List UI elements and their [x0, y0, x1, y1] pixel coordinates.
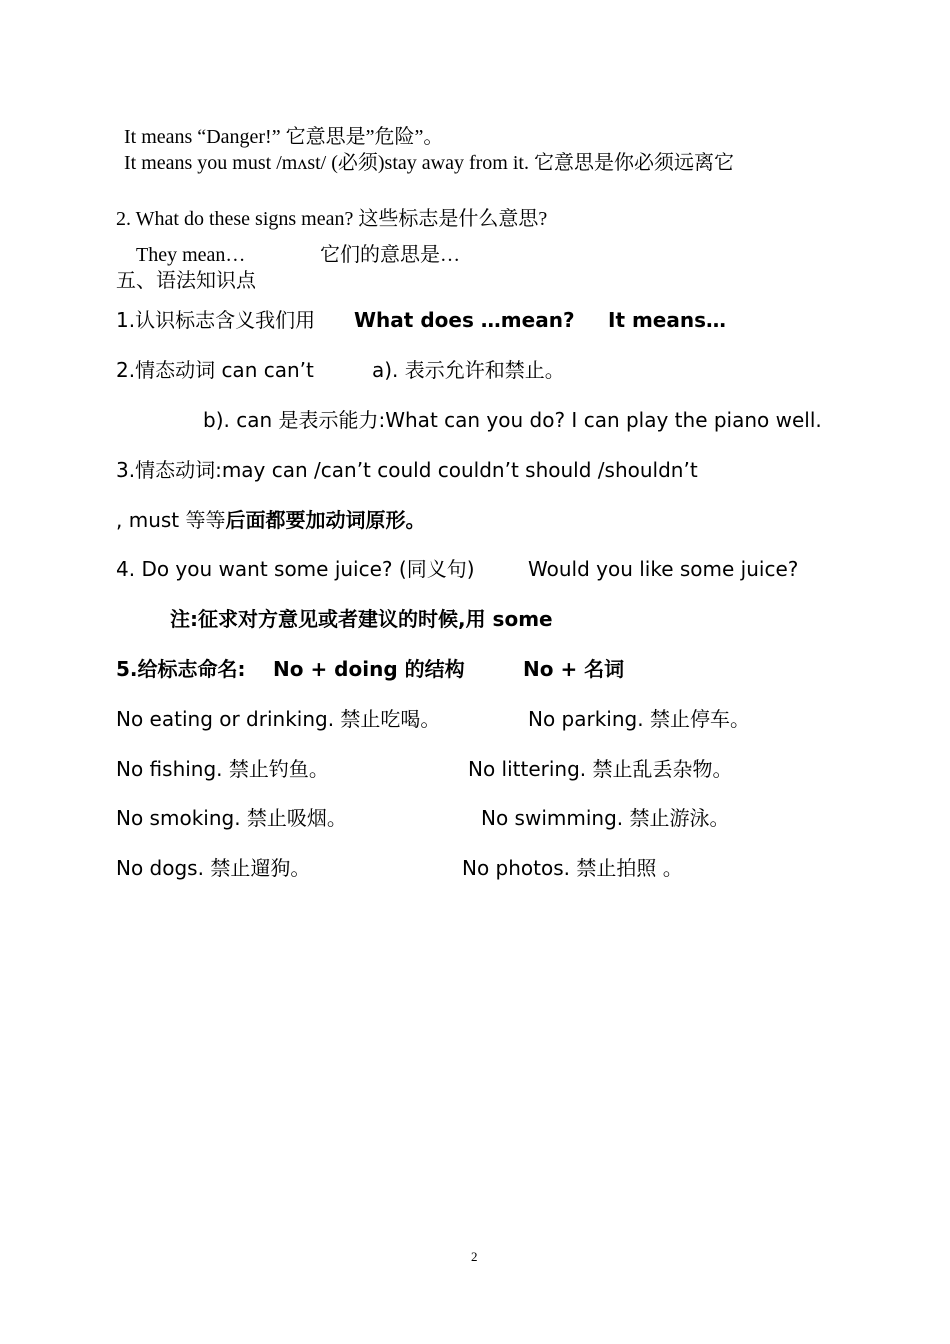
top-line-1: It means “Danger!” 它意思是”危险”。 [124, 126, 444, 148]
sign-left-4: No dogs. 禁止遛狗。 [116, 856, 311, 880]
question-2: 2. What do these signs mean? 这些标志是什么意思? [116, 208, 548, 230]
point-3-continued-lead: , must 等等 [116, 508, 226, 532]
point-4-answer: Would you like some juice? [528, 557, 799, 581]
sign-left-3: No smoking. 禁止吸烟。 [116, 806, 347, 830]
point-2-b: b). can 是表示能力:What can you do? I can play the piano well. [203, 408, 822, 432]
sign-right-4: No photos. 禁止拍照 。 [462, 856, 683, 880]
point-1-answer: It means… [608, 308, 727, 332]
point-5-lead: 5.给标志命名: [116, 657, 246, 681]
answer-2-chinese: 它们的意思是… [320, 244, 460, 266]
sign-left-2: No fishing. 禁止钓鱼。 [116, 757, 329, 781]
point-3-continued [116, 510, 426, 530]
point-2-a: a). 表示允许和禁止。 [372, 358, 565, 382]
sign-right-2: No littering. 禁止乱丢杂物。 [468, 757, 733, 781]
point-2-lead: 2.情态动词 can can’t [116, 358, 314, 382]
point-5-structure-2: No + 名词 [523, 657, 625, 681]
section-heading: 五、语法知识点 [116, 270, 256, 292]
point-1-question: What does …mean? [354, 308, 575, 332]
answer-2-english: They mean… [136, 244, 246, 266]
point-1-lead: 1.认识标志含义我们用 [116, 308, 316, 332]
top-line-2: It means you must /mʌst/ (必须)stay away from it. 它意思是你必须远离它 [124, 152, 734, 174]
point-5-structure-1: No + doing 的结构 [273, 657, 465, 681]
note-line: 注:征求对方意见或者建议的时候,用 some [170, 607, 553, 631]
sign-left-1: No eating or drinking. 禁止吃喝。 [116, 707, 441, 731]
point-3-continued-bold: 后面都要加动词原形。 [225, 508, 426, 532]
point-4-question: 4. Do you want some juice? (同义句) [116, 557, 475, 581]
page-number: 2 [471, 1249, 478, 1264]
point-3: 3.情态动词:may can /can’t could couldn’t should /shouldn’t [116, 458, 698, 482]
sign-right-1: No parking. 禁止停车。 [528, 707, 750, 731]
sign-right-3: No swimming. 禁止游泳。 [481, 806, 730, 830]
